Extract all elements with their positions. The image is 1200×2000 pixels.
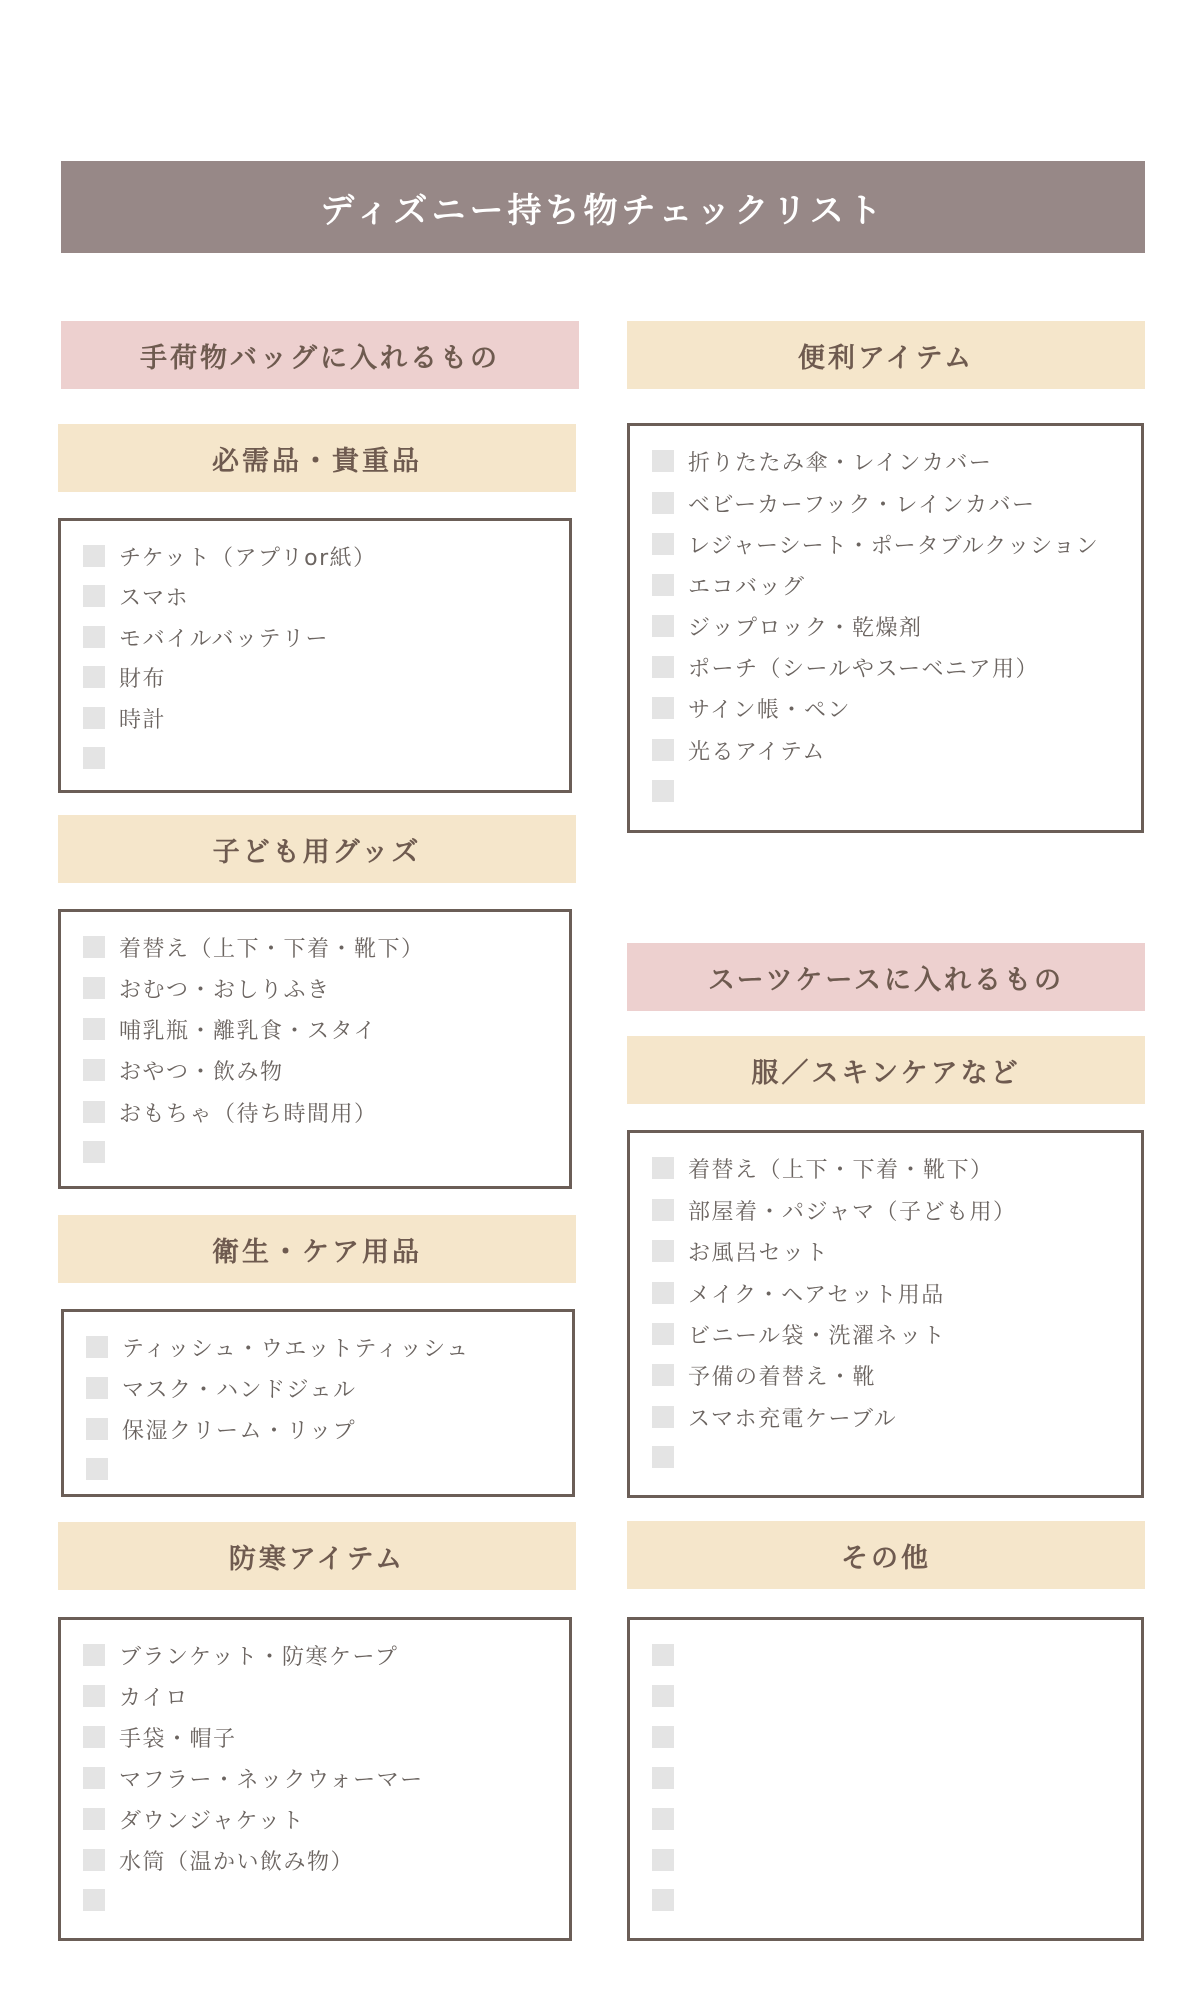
- checklist-item[interactable]: [652, 1885, 688, 1915]
- item-label: モバイルバッテリー: [119, 626, 329, 652]
- checkbox[interactable]: [83, 977, 105, 999]
- checkbox[interactable]: [83, 1059, 105, 1081]
- checkbox[interactable]: [652, 1282, 674, 1304]
- checklist-item[interactable]: [83, 1097, 378, 1127]
- checkbox[interactable]: [652, 1323, 674, 1345]
- item-label: ブランケット・防寒ケープ: [119, 1644, 399, 1670]
- checklist-item[interactable]: [652, 1722, 688, 1752]
- item-label: ビニール袋・洗濯ネット: [688, 1323, 947, 1349]
- checkbox[interactable]: [652, 1726, 674, 1748]
- checkbox[interactable]: [652, 1889, 674, 1911]
- checklist-item[interactable]: [83, 541, 377, 571]
- item-label: ティッシュ・ウエットティッシュ: [122, 1336, 470, 1362]
- checkbox[interactable]: [652, 1849, 674, 1871]
- item-label: 着替え（上下・下着・靴下）: [688, 1157, 994, 1183]
- checklist-item[interactable]: [652, 1278, 945, 1308]
- checklist-item[interactable]: [652, 1845, 688, 1875]
- checkbox[interactable]: [652, 739, 674, 761]
- item-label: メイク・ヘアセット用品: [688, 1282, 945, 1308]
- item-label: 水筒（温かい飲み物）: [119, 1849, 355, 1875]
- checkbox[interactable]: [83, 1685, 105, 1707]
- checkbox[interactable]: [652, 492, 674, 514]
- checkbox[interactable]: [83, 1141, 105, 1163]
- item-label: 着替え（上下・下着・靴下）: [119, 936, 425, 962]
- checkbox[interactable]: [652, 1644, 674, 1666]
- checkbox[interactable]: [652, 1157, 674, 1179]
- item-label: ベビーカーフック・レインカバー: [688, 492, 1036, 518]
- essentials-header: 必需品・貴重品: [58, 424, 576, 492]
- hygiene-list: [61, 1309, 575, 1497]
- checklist-item[interactable]: [83, 932, 425, 962]
- checkbox[interactable]: [83, 666, 105, 688]
- checklist-item[interactable]: [652, 488, 1035, 518]
- checklist-item[interactable]: [83, 1681, 189, 1711]
- checkbox[interactable]: [83, 747, 105, 769]
- cold-header: 防寒アイテム: [58, 1522, 576, 1590]
- item-label: おもちゃ（待ち時間用）: [119, 1101, 378, 1127]
- checklist-item[interactable]: [652, 1195, 1017, 1225]
- checkbox[interactable]: [652, 1446, 674, 1468]
- item-label: 時計: [119, 707, 167, 733]
- checklist-item[interactable]: [652, 776, 688, 806]
- page-title: ディズニー持ち物チェックリスト: [61, 161, 1145, 253]
- checklist-item[interactable]: [83, 581, 189, 611]
- checklist-item[interactable]: [652, 1360, 876, 1390]
- checklist-item[interactable]: [83, 1885, 119, 1915]
- checklist-item[interactable]: [83, 743, 119, 773]
- checklist-item[interactable]: [86, 1454, 122, 1484]
- checklist-item[interactable]: [652, 1319, 946, 1349]
- checklist-item[interactable]: [83, 973, 331, 1003]
- checklist-item[interactable]: [83, 1014, 377, 1044]
- checkbox[interactable]: [83, 1849, 105, 1871]
- checkbox[interactable]: [652, 1685, 674, 1707]
- checklist-item[interactable]: [652, 570, 806, 600]
- checkbox[interactable]: [86, 1418, 108, 1440]
- item-label: サイン帳・ペン: [688, 697, 851, 723]
- checklist-item[interactable]: [652, 1402, 897, 1432]
- item-label: おむつ・おしりふき: [119, 977, 331, 1003]
- item-label: チケット（アプリor紙）: [119, 545, 377, 571]
- checklist-item[interactable]: [652, 1153, 994, 1183]
- checklist-item[interactable]: [83, 662, 166, 692]
- checkbox[interactable]: [652, 1406, 674, 1428]
- checkbox[interactable]: [652, 656, 674, 678]
- checklist-item[interactable]: [652, 611, 923, 641]
- handy-header: 便利アイテム: [627, 321, 1145, 389]
- checkbox[interactable]: [83, 545, 105, 567]
- hygiene-header: 衛生・ケア用品: [58, 1215, 576, 1283]
- checkbox[interactable]: [652, 1808, 674, 1830]
- checkbox[interactable]: [652, 1199, 674, 1221]
- checkbox[interactable]: [86, 1377, 108, 1399]
- item-label: 光るアイテム: [688, 739, 826, 765]
- kids-list: [58, 909, 572, 1189]
- checkbox[interactable]: [83, 1018, 105, 1040]
- checkbox[interactable]: [86, 1458, 108, 1480]
- checklist-item[interactable]: [652, 735, 826, 765]
- checklist-item[interactable]: [83, 1763, 424, 1793]
- checklist-item[interactable]: [83, 1804, 305, 1834]
- item-label: ダウンジャケット: [119, 1808, 305, 1834]
- other-list: [627, 1617, 1144, 1941]
- checkbox[interactable]: [83, 1726, 105, 1748]
- item-label: ポーチ（シールやスーベニア用）: [688, 656, 1039, 682]
- checkbox[interactable]: [652, 697, 674, 719]
- handy-list: [627, 423, 1144, 833]
- checkbox[interactable]: [83, 1101, 105, 1123]
- checklist-item[interactable]: [83, 622, 329, 652]
- item-label: マフラー・ネックウォーマー: [119, 1767, 424, 1793]
- item-label: 部屋着・パジャマ（子ども用）: [688, 1199, 1017, 1225]
- checklist-item[interactable]: [86, 1414, 356, 1444]
- checkbox[interactable]: [652, 615, 674, 637]
- checklist-item[interactable]: [83, 703, 166, 733]
- checkbox[interactable]: [652, 450, 674, 472]
- checkbox[interactable]: [83, 626, 105, 648]
- checkbox[interactable]: [83, 1767, 105, 1789]
- checklist-item[interactable]: [652, 652, 1039, 682]
- item-label: 哺乳瓶・離乳食・スタイ: [119, 1018, 378, 1044]
- checklist-item[interactable]: [652, 1763, 688, 1793]
- checkbox[interactable]: [83, 1644, 105, 1666]
- checklist-item[interactable]: [652, 529, 1099, 559]
- item-label: レジャーシート・ポータブルクッション: [688, 533, 1099, 559]
- item-label: カイロ: [119, 1685, 189, 1711]
- checklist-item[interactable]: [652, 446, 992, 476]
- essentials-list: [58, 518, 572, 793]
- checklist-item[interactable]: [83, 1055, 284, 1085]
- clothes-list: [627, 1130, 1144, 1498]
- item-label: ジップロック・乾燥剤: [688, 615, 923, 641]
- item-label: 手袋・帽子: [119, 1726, 237, 1752]
- checklist-item[interactable]: [652, 1804, 688, 1834]
- item-label: 保湿クリーム・リップ: [122, 1418, 357, 1444]
- checkbox[interactable]: [83, 1808, 105, 1830]
- checkbox[interactable]: [652, 1767, 674, 1789]
- checklist-item[interactable]: [83, 1640, 398, 1670]
- checklist-item[interactable]: [86, 1332, 470, 1362]
- checkbox[interactable]: [652, 533, 674, 555]
- item-label: 折りたたみ傘・レインカバー: [688, 450, 993, 476]
- item-label: 財布: [119, 666, 167, 692]
- checklist-item[interactable]: [652, 693, 851, 723]
- checklist-item[interactable]: [652, 1236, 829, 1266]
- checkbox[interactable]: [652, 1240, 674, 1262]
- checklist-item[interactable]: [83, 1722, 237, 1752]
- checklist-item[interactable]: [83, 1137, 119, 1167]
- checkbox[interactable]: [86, 1336, 108, 1358]
- clothes-header: 服／スキンケアなど: [627, 1036, 1145, 1104]
- checklist-item[interactable]: [83, 1845, 354, 1875]
- other-header: その他: [627, 1521, 1145, 1589]
- item-label: スマホ充電ケーブル: [688, 1406, 898, 1432]
- checklist-item[interactable]: [652, 1640, 688, 1670]
- checklist-item[interactable]: [652, 1681, 688, 1711]
- checkbox[interactable]: [652, 780, 674, 802]
- item-label: エコバッグ: [688, 574, 806, 600]
- handbag-header: 手荷物バッグに入れるもの: [61, 321, 579, 389]
- item-label: スマホ: [119, 585, 190, 611]
- suitcase-header: スーツケースに入れるもの: [627, 943, 1145, 1011]
- cold-list: [58, 1617, 572, 1941]
- item-label: 予備の着替え・靴: [688, 1364, 877, 1390]
- checklist-item[interactable]: [652, 1442, 688, 1472]
- checkbox[interactable]: [652, 574, 674, 596]
- item-label: おやつ・飲み物: [119, 1059, 284, 1085]
- checkbox[interactable]: [652, 1364, 674, 1386]
- item-label: マスク・ハンドジェル: [122, 1377, 357, 1403]
- checklist-item[interactable]: [86, 1373, 357, 1403]
- checkbox[interactable]: [83, 1889, 105, 1911]
- checkbox[interactable]: [83, 707, 105, 729]
- item-label: お風呂セット: [688, 1240, 830, 1266]
- kids-header: 子ども用グッズ: [58, 815, 576, 883]
- checkbox[interactable]: [83, 936, 105, 958]
- checkbox[interactable]: [83, 585, 105, 607]
